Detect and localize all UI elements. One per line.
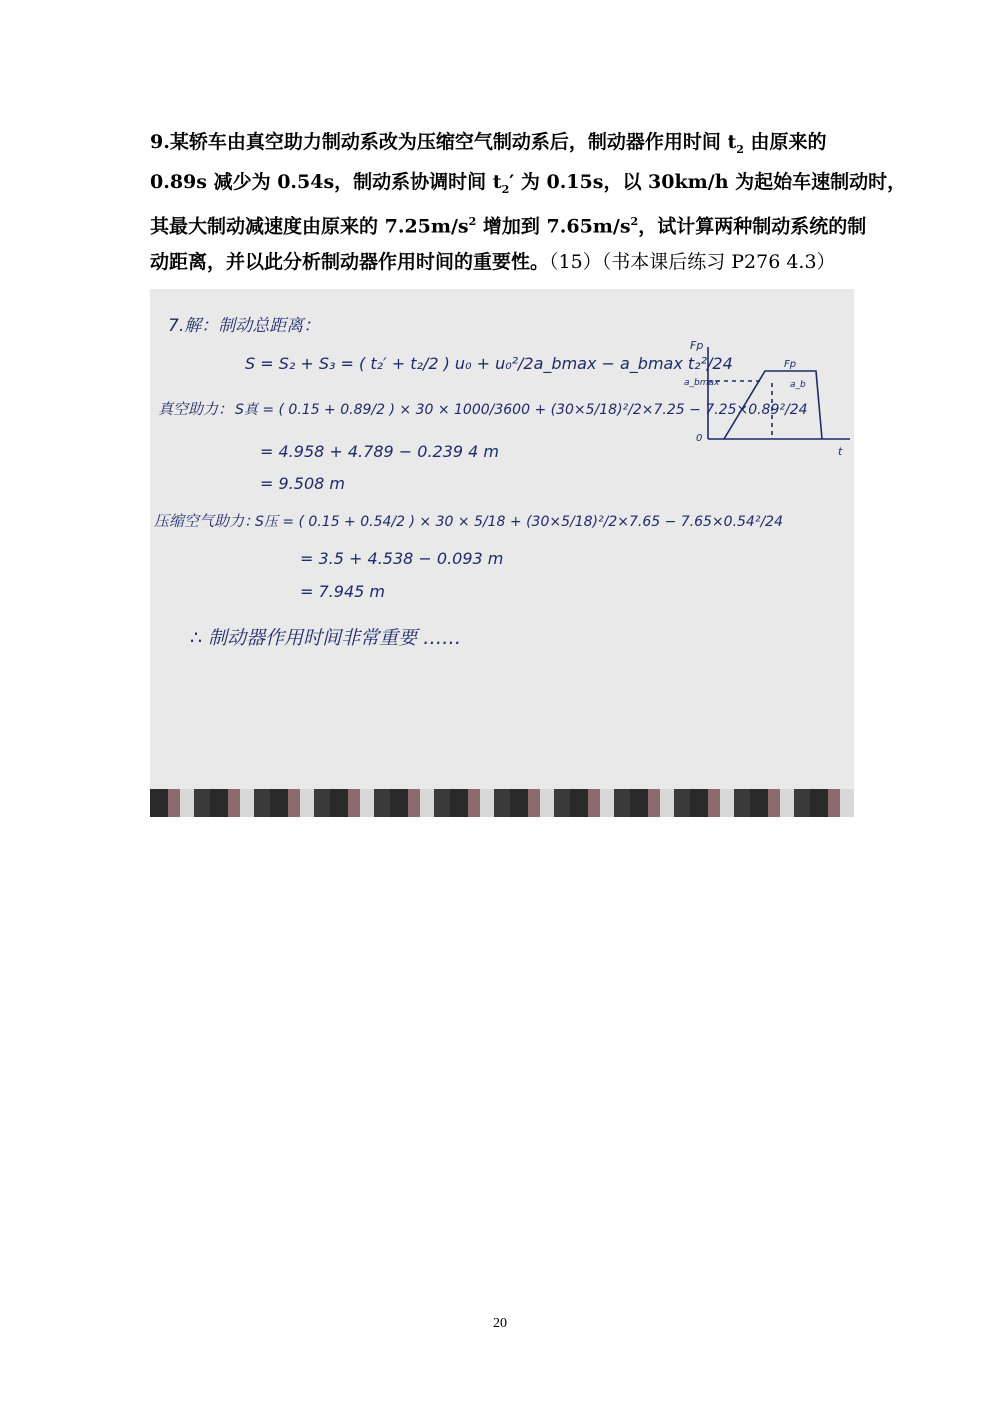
handwritten-solution (150, 289, 854, 817)
question-line-2: 0.89s 减少为 0.54s，制动系协调时间 $t_2'$ 为 0.15s，以 30km/h 为起始车速制动时， (150, 171, 907, 196)
vacuum-equation: S真 = ( 0.15 + 0.89/2 ) × 30 × 1000/3600 + (30×5/18)²/2×7.25 − 7.25×0.89²/24 (235, 402, 808, 418)
general-formula: S = S₂ + S₃ = ( t₂′ + t₂/2 ) u₀ + u₀²/2a_bmax − a_bmax t₂²/24 (245, 354, 733, 373)
vacuum-label: 真空助力： (158, 400, 234, 418)
vacuum-result: = 9.508 m (260, 474, 345, 493)
air-label: 压缩空气助力： (154, 512, 260, 530)
page-number: 20 (493, 1316, 507, 1331)
diagram-ab: a_b (790, 380, 806, 390)
vacuum-step: = 4.958 + 4.789 − 0.239 4 m (260, 442, 499, 461)
diagram-axis-y: Fp (690, 339, 704, 352)
diagram-peak: Fp (784, 359, 797, 370)
photo-background-fabric (150, 789, 854, 817)
handwritten-solution-photo (150, 289, 854, 817)
diagram-origin: 0 (696, 433, 703, 444)
air-equation: S压 = ( 0.15 + 0.54/2 ) × 30 × 5/18 + (30×5/18)²/2×7.65 − 7.65×0.54²/24 (255, 514, 783, 530)
solution-header: 7.解：制动总距离： (168, 316, 321, 336)
air-result: = 7.945 m (300, 582, 385, 601)
question-line-4: 动距离，并以此分析制动器作用时间的重要性。（15）（书本课后练习 P276 4.3） (150, 251, 836, 273)
question-line-3: 其最大制动减速度由原来的 $7.25m/s^2$ 增加到 $7.65m/s^2$，试计算两种制动系统的制 (150, 215, 867, 238)
question-text (150, 122, 907, 282)
diagram-axis-x: t (838, 445, 843, 458)
conclusion: ∴ 制动器作用时间非常重要 …… (190, 627, 462, 649)
air-step: = 3.5 + 4.538 − 0.093 m (300, 549, 504, 568)
question-line-1: 9.某轿车由真空助力制动系改为压缩空气制动系后，制动器作用时间 $t_2$ 由原来的 (150, 131, 827, 156)
diagram-ab-max: a_bmax (684, 378, 720, 388)
